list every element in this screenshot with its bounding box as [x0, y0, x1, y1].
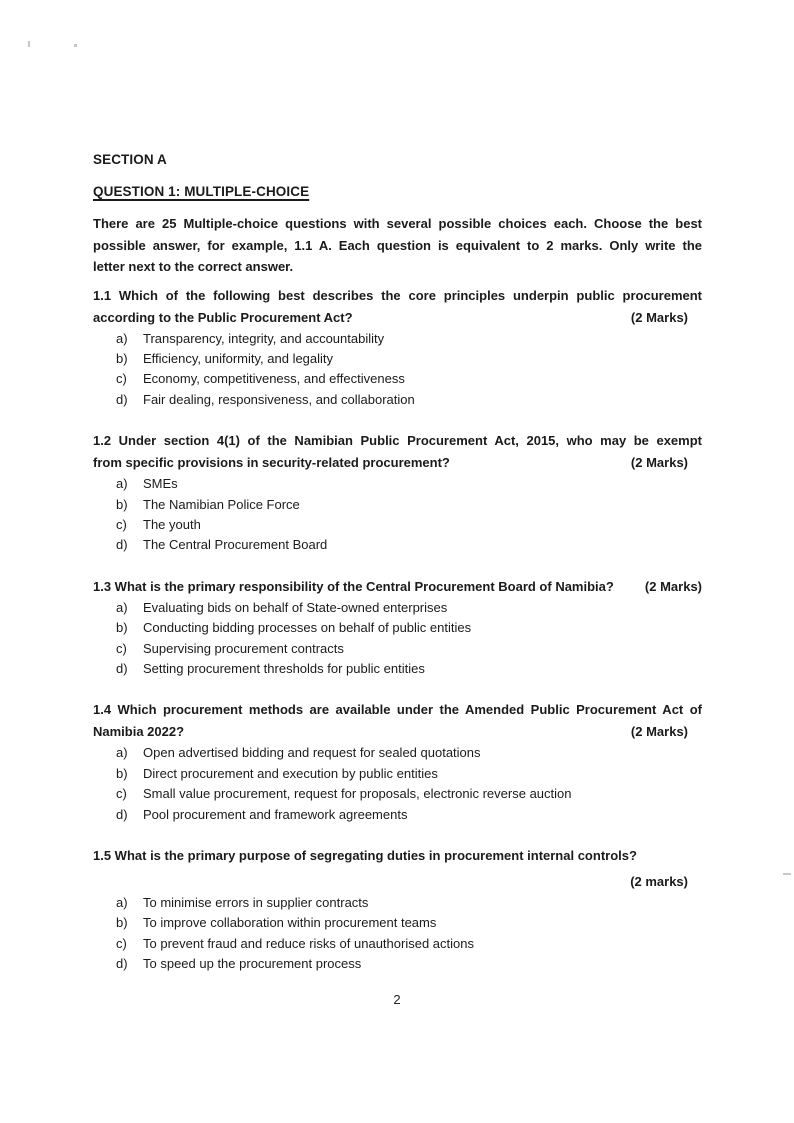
marks-label: (2 Marks) [630, 309, 688, 325]
page-content [93, 149, 702, 995]
option-text: To improve collaboration within procurement teams [143, 915, 437, 931]
option-row-d [93, 954, 702, 974]
question-section-title: QUESTION 1: MULTIPLE-CHOICE [93, 184, 310, 199]
option-text: The youth [143, 516, 201, 532]
option-row-c [93, 639, 702, 659]
option-row-a [93, 598, 702, 618]
option-row-c [93, 784, 702, 804]
question-heading-line: according to the Public Procurement Act? [93, 309, 353, 325]
options-list [93, 743, 702, 825]
page-number: 2 [393, 992, 401, 1007]
option-text: Small value procurement, request for proposals, electronic reverse auction [143, 786, 572, 802]
option-letter: d) [116, 391, 128, 407]
option-letter: c) [116, 640, 127, 656]
option-letter: c) [116, 786, 127, 802]
option-letter: b) [116, 496, 128, 512]
scan-artifact [783, 873, 791, 875]
marks-label: (2 marks) [630, 874, 688, 889]
options-list [93, 474, 702, 556]
option-row-d [93, 535, 702, 555]
option-text: Efficiency, uniformity, and legality [143, 350, 334, 366]
option-letter: d) [116, 806, 128, 822]
option-letter: c) [116, 371, 127, 387]
option-letter: a) [116, 599, 128, 615]
scan-artifact [74, 44, 77, 47]
option-row-b [93, 764, 702, 784]
question-block-1-2 [93, 430, 702, 556]
marks-label: (2 Marks) [630, 455, 688, 471]
question-block-1-3 [93, 576, 702, 680]
option-row-b [93, 913, 702, 933]
option-text: Evaluating bids on behalf of State-owned enterprises [143, 599, 448, 615]
option-text: Open advertised bidding and request for sealed quotations [143, 745, 481, 761]
option-row-b [93, 495, 702, 515]
option-row-d [93, 390, 702, 410]
option-row-c [93, 934, 702, 954]
option-row-d [93, 805, 702, 825]
option-text: Supervising procurement contracts [143, 640, 344, 656]
option-text: To speed up the procurement process [143, 956, 362, 972]
question-heading-line: 1.5 What is the primary purpose of segregating duties in procurement internal controls? [93, 848, 637, 863]
question-heading [93, 699, 702, 743]
option-row-b [93, 618, 702, 638]
question-block-1-1 [93, 285, 702, 411]
option-letter: c) [116, 516, 127, 532]
question-block-1-4 [93, 699, 702, 825]
option-letter: b) [116, 620, 128, 636]
option-text: The Central Procurement Board [143, 537, 328, 553]
marks-label: (2 Marks) [644, 578, 702, 594]
options-list [93, 598, 702, 680]
option-row-a [93, 893, 702, 913]
scan-artifact [28, 41, 30, 47]
option-text: To minimise errors in supplier contracts [143, 895, 369, 910]
question-heading-line: 1.3 What is the primary responsibility of the Central Procurement Board of Namibia? [93, 578, 614, 594]
question-heading-line: Namibia 2022? [93, 724, 185, 740]
question-heading-line: 1.1 Which of the following best describes the core principles underpin public procurement [93, 287, 702, 303]
option-text: Transparency, integrity, and accountability [143, 330, 385, 346]
question-heading [93, 430, 702, 474]
option-letter: b) [116, 765, 128, 781]
option-text: SMEs [143, 476, 178, 492]
question-heading [93, 845, 702, 893]
option-row-a [93, 743, 702, 763]
option-text: Setting procurement thresholds for public entities [143, 660, 425, 676]
option-row-a [93, 329, 702, 349]
option-text: Conducting bidding processes on behalf of public entities [143, 620, 472, 636]
option-row-d [93, 659, 702, 679]
intro-line: letter next to the correct answer. [93, 259, 294, 274]
question-heading [93, 576, 702, 598]
question-heading-line: from specific provisions in security-related procurement? [93, 455, 450, 471]
option-letter: d) [116, 956, 128, 972]
option-letter: b) [116, 915, 128, 931]
option-row-c [93, 515, 702, 535]
option-row-a [93, 474, 702, 494]
option-text: The Namibian Police Force [143, 496, 300, 512]
option-letter: d) [116, 660, 128, 676]
marks-label: (2 Marks) [630, 724, 688, 740]
option-letter: a) [116, 895, 128, 910]
option-letter: c) [116, 935, 127, 951]
question-heading [93, 285, 702, 329]
question-block-1-5 [93, 845, 702, 975]
option-text: Fair dealing, responsiveness, and collaboration [143, 391, 415, 407]
option-row-c [93, 369, 702, 389]
option-letter: a) [116, 745, 128, 761]
question-heading-line: 1.2 Under section 4(1) of the Namibian Public Procurement Act, 2015, who may be exempt [93, 433, 702, 449]
question-heading-line: 1.4 Which procurement methods are available under the Amended Public Procurement Act of [93, 702, 702, 718]
option-text: Direct procurement and execution by public entities [143, 765, 438, 781]
option-letter: a) [116, 476, 128, 492]
options-list [93, 329, 702, 411]
option-letter: a) [116, 330, 128, 346]
intro-line: There are 25 Multiple-choice questions with several possible choices each. Choose the best [93, 216, 702, 231]
option-letter: d) [116, 537, 128, 553]
option-row-b [93, 349, 702, 369]
intro-line: possible answer, for example, 1.1 A. Each question is equivalent to 2 marks. Only write the [93, 237, 702, 253]
options-list [93, 893, 702, 975]
option-letter: b) [116, 350, 128, 366]
intro-paragraph [93, 213, 702, 278]
option-text: Economy, competitiveness, and effectiveness [143, 371, 405, 387]
option-text: Pool procurement and framework agreements [143, 806, 408, 822]
section-title: SECTION A [93, 152, 167, 167]
option-text: To prevent fraud and reduce risks of unauthorised actions [143, 935, 474, 951]
